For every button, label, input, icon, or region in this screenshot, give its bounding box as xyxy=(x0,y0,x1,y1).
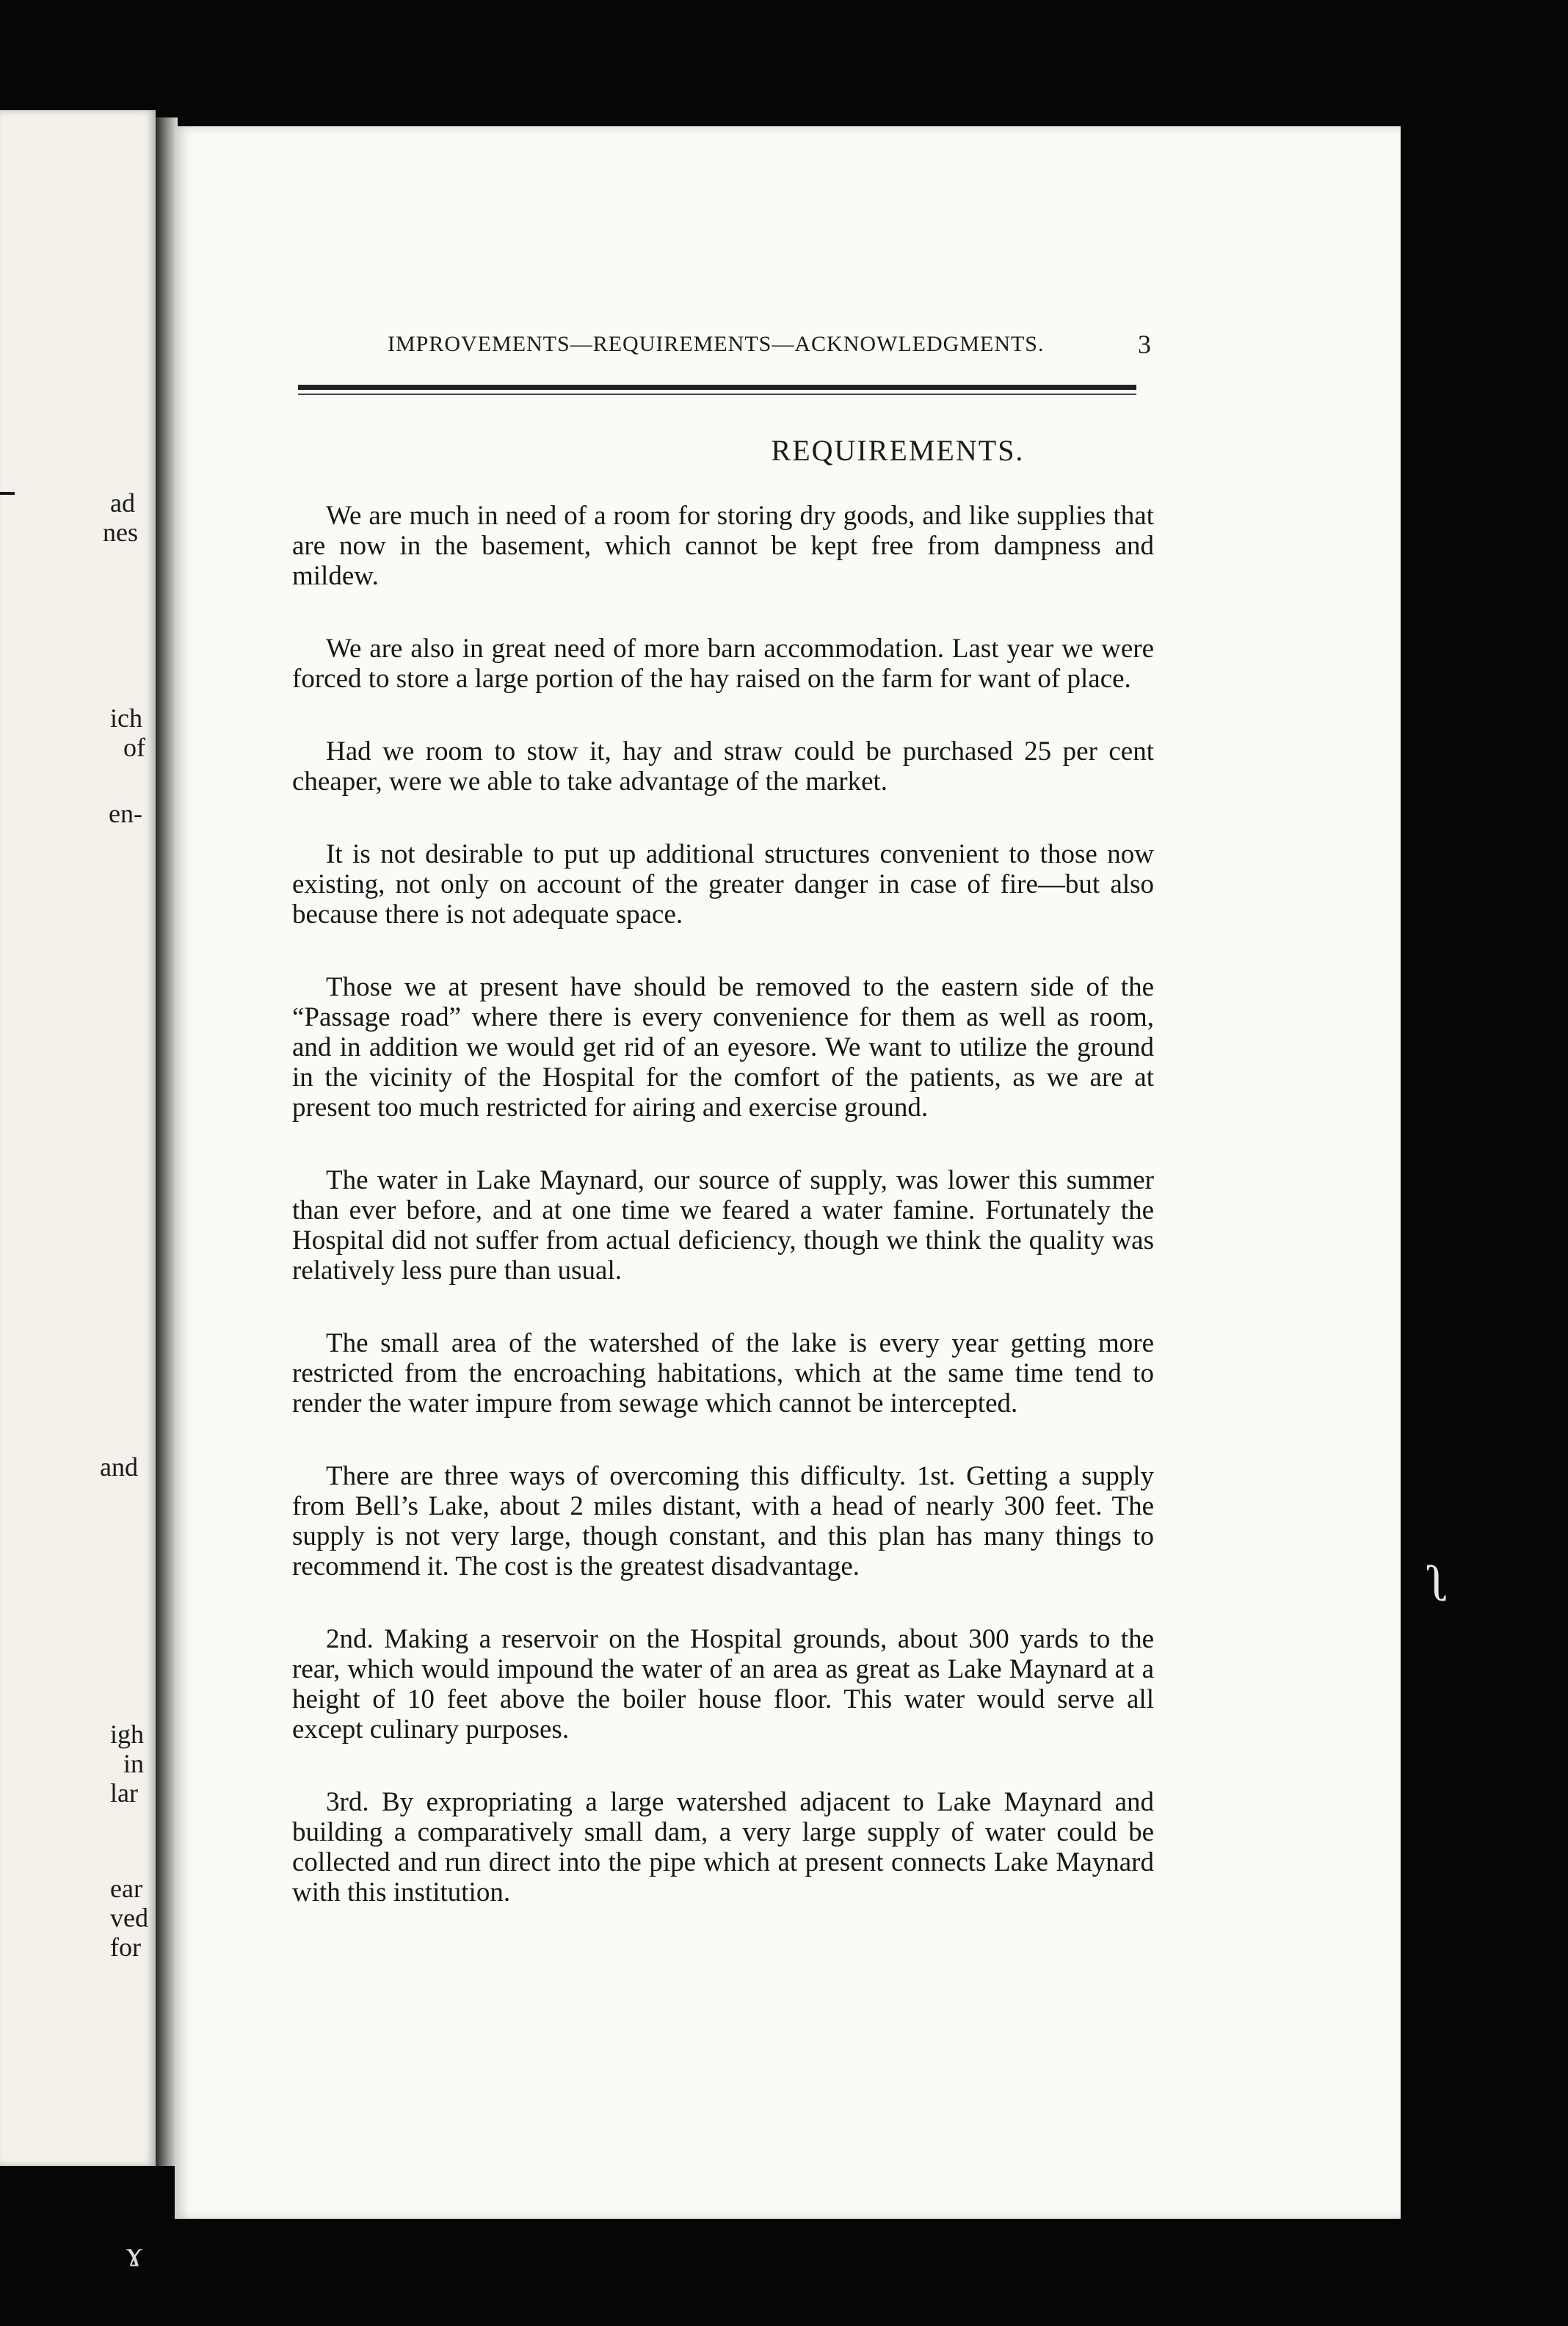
paragraph: The water in Lake Maynard, our source of supply, was lower this summer than ever before, and at one time we feared a water famine. Fortunately the Hospital did not suffer from actual deficiency, though we think the quality was relatively less pure than usual. xyxy=(292,1165,1154,1286)
paragraph: It is not desirable to put up additional structures convenient to those now existing, not only on account of the greater danger in case of fire—but also because there is not adequate space. xyxy=(292,839,1154,930)
paragraph: Those we at present have should be removed to the eastern side of the “Passage road” where there is every convenience for them as well as room, and in addition we would get rid of an eyesore. We want to utilize the ground in the vicinity of the Hospital for the comfort of the patients, as we are at present too much restricted for airing and exercise ground. xyxy=(292,972,1154,1123)
paragraph: 2nd. Making a reservoir on the Hospital grounds, about 300 yards to the rear, which would impound the water of an area as great as Lake Maynard at a height of 10 feet above the boiler house floor. This water would serve all except culinary purposes. xyxy=(292,1624,1154,1744)
paragraph: The small area of the watershed of the lake is every year getting more restricted from the encroaching habitations, which at the same time tend to render the water impure from sewage which cannot be intercepted. xyxy=(292,1328,1154,1419)
left-facing-page xyxy=(0,110,156,2166)
right-page xyxy=(175,126,1401,2219)
paragraph: There are three ways of overcoming this difficulty. 1st. Getting a supply from Bell’s Lake, about 2 miles distant, with a head of nearly 300 feet. The supply is not very large, though constant, and this plan has many things to recommend it. The cost is the greatest disadvantage. xyxy=(292,1461,1154,1582)
page-body xyxy=(292,501,1154,1950)
section-title: REQUIREMENTS. xyxy=(771,434,1025,467)
left-text-fragment: of xyxy=(123,733,145,762)
paragraph: Had we room to stow it, hay and straw could be purchased 25 per cent cheaper, were we able to take advantage of the market. xyxy=(292,736,1154,797)
left-text-fragment: in xyxy=(123,1749,145,1778)
left-text-fragment: ear xyxy=(110,1874,142,1903)
left-text-fragment: en- xyxy=(109,799,142,828)
paragraph: We are much in need of a room for storing dry goods, and like supplies that are now in the basement, which cannot be kept free from dampness and mildew. xyxy=(292,501,1154,591)
left-text-fragment: ved xyxy=(110,1903,148,1932)
left-text-fragment: ad xyxy=(110,488,135,518)
left-text-fragment: lar xyxy=(110,1778,138,1808)
running-head: IMPROVEMENTS—REQUIREMENTS—ACKNOWLEDGMENTS. xyxy=(388,332,1045,356)
header-rule-thick xyxy=(298,385,1136,390)
left-page-rule xyxy=(0,492,15,495)
page-number: 3 xyxy=(1138,330,1151,359)
left-text-fragment: nes xyxy=(103,518,138,547)
paragraph: We are also in great need of more barn accommodation. Last year we were forced to store a large portion of the hay raised on the farm for want of place. xyxy=(292,634,1154,694)
paragraph: 3rd. By expropriating a large watershed adjacent to Lake Maynard and building a comparatively small dam, a very large supply of water could be collected and run direct into the pipe which at present connects Lake Maynard with this institution. xyxy=(292,1787,1154,1907)
corner-scan-mark: ɤ xyxy=(126,2233,143,2274)
left-text-fragment: and xyxy=(100,1452,138,1482)
left-text-fragment: for xyxy=(110,1932,141,1962)
left-text-fragment: ich xyxy=(110,703,142,733)
left-text-fragment: igh xyxy=(110,1720,145,1749)
margin-scan-mark: ʅ xyxy=(1428,1556,1451,1612)
header-rule-thin xyxy=(298,394,1136,395)
